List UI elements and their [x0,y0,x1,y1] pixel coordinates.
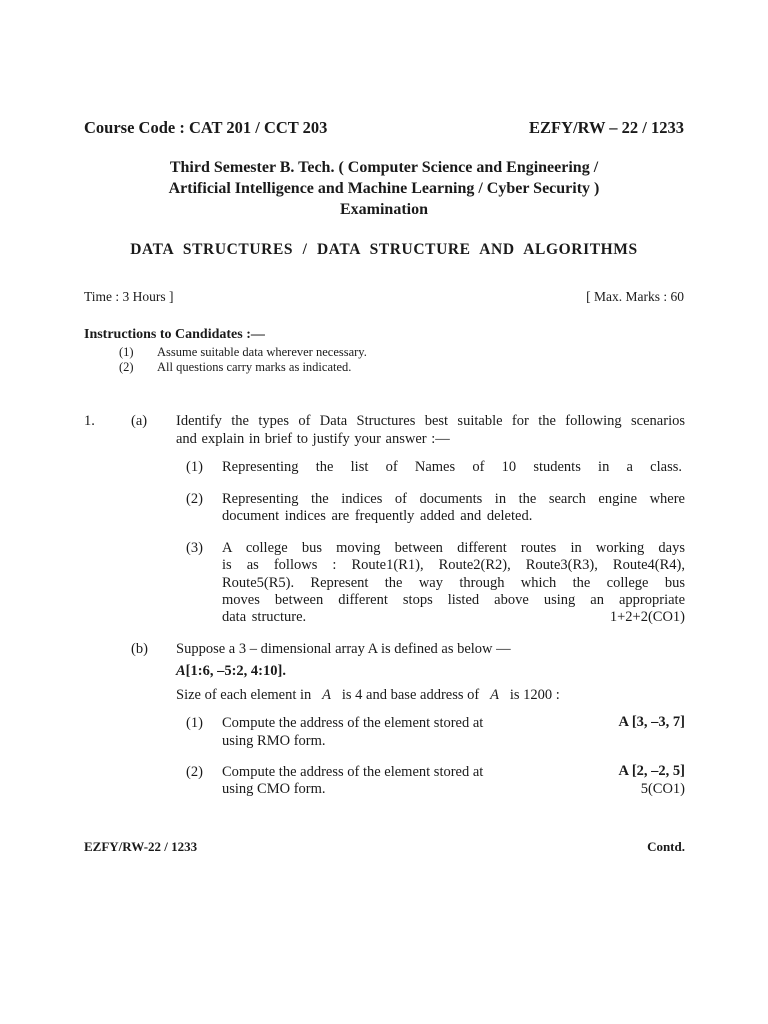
subpart-text: Compute the address of the element stored at [222,764,484,780]
subpart-text: is as follows : Route1(R1), Route2(R2), Route3(R3), Route4(R4), [222,557,685,573]
subpart-text: document indices are frequently added and deleted. [222,508,533,524]
size-text: is 1200 : [509,687,560,703]
subpart-text: Compute the address of the element stored at [222,715,484,731]
instruction-text: All questions carry marks as indicated. [157,360,352,374]
instruction-text: Assume suitable data wherever necessary. [157,345,367,359]
element-size-line [176,687,560,704]
array-symbol: A [322,687,332,703]
instruction-number: (2) [119,360,134,374]
paper-code: EZFY/RW – 22 / 1233 [529,118,684,137]
instructions-heading: Instructions to Candidates :— [84,327,265,342]
footer-paper-code: EZFY/RW-22 / 1233 [84,839,198,854]
subpart-text: Route5(R5). Represent the way through which the college bus [222,575,685,591]
part-a-marks: 1+2+2(CO1) [609,609,685,625]
time-allowed: Time : 3 Hours ] [84,289,174,304]
array-name: A [176,663,186,679]
subpart-number: (2) [186,491,203,507]
part-a-intro-line-1: Identify the types of Data Structures best suitable for the following scenarios [176,413,685,429]
subpart-number: (1) [186,459,203,475]
element-index: A [2, –2, 5] [618,763,685,779]
exam-title-line-2: Artificial Intelligence and Machine Learning / Cyber Security ) [168,180,600,197]
size-text: is 4 and base address of [341,687,480,703]
exam-title-line-3: Examination [339,201,428,218]
subpart-text: A college bus moving between different routes in working days [222,540,685,556]
array-symbol: A [490,687,499,703]
question-number: 1. [84,413,95,429]
part-b-intro: Suppose a 3 – dimensional array A is defined as below — [176,641,511,657]
array-dimensions: [1:6, –5:2, 4:10]. [185,663,286,679]
array-definition [176,663,286,680]
part-a-intro-line-2: and explain in brief to justify your answer :— [176,431,450,447]
max-marks: [ Max. Marks : 60 [586,289,684,304]
element-index: A [3, –3, 7] [618,714,685,730]
subpart-text: Representing the list of Names of 10 students in a class. [222,459,682,475]
footer-continued: Contd. [647,839,685,854]
subpart-text: moves between different stops listed above using an appropriate [222,592,685,608]
subpart-text: using RMO form. [222,733,326,749]
subpart-number: (2) [186,764,203,780]
subpart-text: data structure. [222,609,307,625]
subpart-text: Representing the indices of documents in the search engine where [222,491,685,507]
part-b-label: (b) [131,641,148,657]
instruction-number: (1) [119,345,134,359]
subpart-number: (3) [186,540,203,556]
exam-title-line-1: Third Semester B. Tech. ( Computer Science and Engineering / [169,159,599,176]
course-code: Course Code : CAT 201 / CCT 203 [84,118,328,137]
part-a-label: (a) [131,413,148,429]
subject-title: DATA STRUCTURES / DATA STRUCTURE AND ALGORITHMS [130,241,638,258]
subpart-text: using CMO form. [222,781,326,797]
subpart-number: (1) [186,715,203,731]
part-b-marks: 5(CO1) [640,781,685,797]
size-text: Size of each element in [176,687,312,703]
